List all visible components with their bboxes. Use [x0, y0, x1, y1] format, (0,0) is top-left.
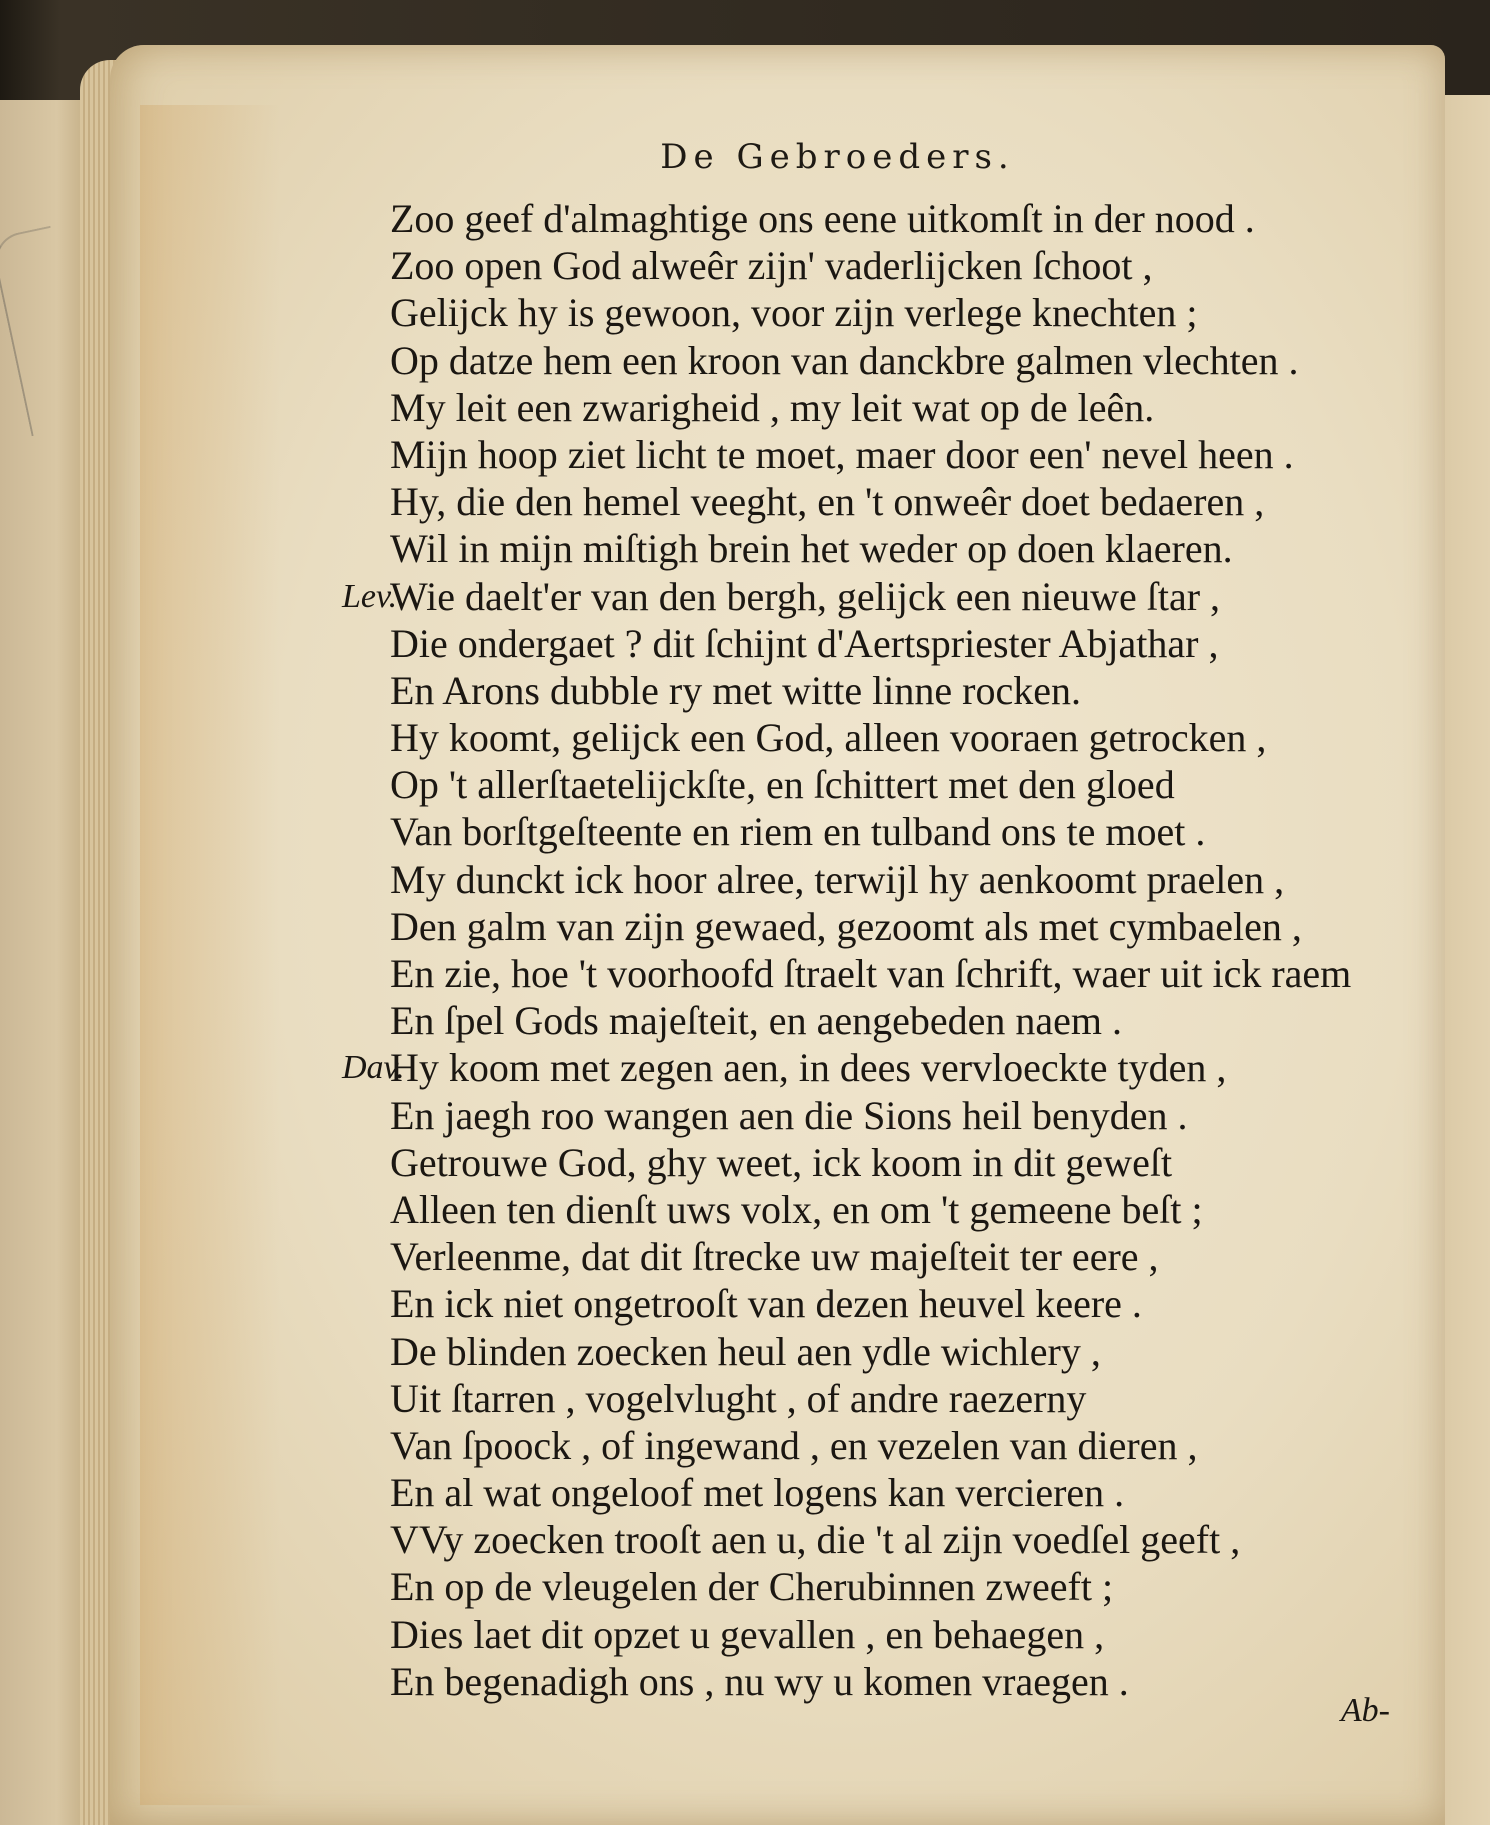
- verse-text: En Arons dubble ry met witte linne rocken.: [390, 667, 1081, 713]
- verse-line: [230, 1092, 1410, 1139]
- verse-text: Gelijck hy is gewoon, voor zijn verlege knechten ;: [390, 290, 1198, 336]
- verse-text: En zie, hoe 't voorhoofd ſtraelt van ſchrift, waer uit ick raem: [390, 951, 1352, 996]
- verse-line: [230, 289, 1410, 336]
- verse-line: [230, 337, 1410, 384]
- verse-text: De blinden zoecken heul aen ydle wichlery ,: [390, 1328, 1101, 1374]
- verse-text: Zoo geef d'almaghtige ons eene uitkomſt in der nood .: [390, 196, 1255, 241]
- verse-text: En ick niet ongetrooſt van dezen heuvel keere .: [390, 1281, 1142, 1327]
- verse-text: Van ſpoock , of ingewand , en vezelen van dieren ,: [390, 1422, 1198, 1468]
- verse-text: VVy zoecken trooſt aen u, die 't al zijn voedſel geeft ,: [390, 1517, 1241, 1563]
- verse-line: [230, 1658, 1410, 1705]
- verse-text: Den galm van zijn gewaed, gezoomt als met cymbaelen ,: [390, 903, 1302, 949]
- verse-line: [230, 384, 1410, 431]
- verse-text: Uit ſtarren , vogelvlught , of andre raezerny: [390, 1375, 1087, 1421]
- verse-line: [230, 1516, 1410, 1563]
- verse-text: En jaegh roo wangen aen die Sions heil benyden .: [390, 1092, 1188, 1138]
- verse-text: Op 't allerſtaetelijckſte, en ſchittert met den gloed: [390, 762, 1175, 808]
- book-page: [110, 45, 1445, 1825]
- verse-line: [230, 1233, 1410, 1280]
- verse-line: [230, 242, 1410, 289]
- verse-text: En op de vleugelen der Cherubinnen zweeft ;: [390, 1564, 1114, 1610]
- verse-line: [230, 431, 1410, 478]
- running-header: De Gebroeders.: [660, 137, 1015, 177]
- verse-text: Getrouwe God, ghy weet, ick koom in dit geweſt: [390, 1139, 1173, 1185]
- pencil-mark: [0, 226, 92, 436]
- verse-line: [230, 1422, 1410, 1469]
- verse-text: En ſpel Gods majeſteit, en aengebeden naem .: [390, 998, 1122, 1044]
- verse-line: [230, 1611, 1410, 1658]
- verse-line: [230, 1186, 1410, 1233]
- verse-line: [230, 1044, 1410, 1091]
- verse-text: Hy koomt, gelijck een God, alleen vooraen getrocken ,: [390, 715, 1267, 761]
- verse-line: [230, 950, 1410, 997]
- verse-text: My dunckt ick hoor alree, terwijl hy aenkoomt praelen ,: [390, 856, 1285, 902]
- verse-line: [230, 714, 1410, 761]
- verse-line: [230, 1469, 1410, 1516]
- verse-line: [230, 1328, 1410, 1375]
- verse-line: [230, 195, 1410, 242]
- verse-line: [230, 903, 1410, 950]
- verse-line: [230, 478, 1410, 525]
- verse-text: Hy koom met zegen aen, in dees vervloeckte tyden ,: [390, 1045, 1227, 1091]
- speaker-label: Lev.: [342, 577, 398, 615]
- verse-line: [230, 667, 1410, 714]
- verse-text: My leit een zwarigheid , my leit wat op de leên.: [390, 384, 1155, 430]
- verse-text: Op datze hem een kroon van danckbre galmen vlechten .: [390, 337, 1299, 383]
- speaker-label: Dav.: [342, 1049, 405, 1087]
- verse-text: Wie daelt'er van den bergh, gelijck een nieuwe ſtar ,: [390, 573, 1221, 619]
- verse-line: [230, 1563, 1410, 1610]
- verse-text: Van borſtgeſteente en riem en tulband ons te moet .: [390, 809, 1206, 855]
- verse-line: [230, 808, 1410, 855]
- verse-line: [230, 525, 1410, 572]
- verse-text: Verleenme, dat dit ſtrecke uw majeſteit ter eere ,: [390, 1234, 1159, 1280]
- verse-text: Dies laet dit opzet u gevallen , en behaegen ,: [390, 1611, 1105, 1657]
- verse-text: Zoo open God alweêr zijn' vaderlijcken ſchoot ,: [390, 243, 1153, 289]
- verse-text: En al wat ongeloof met logens kan vercieren .: [390, 1470, 1125, 1516]
- verse-text: Alleen ten dienſt uws volx, en om 't gemeene beſt ;: [390, 1186, 1203, 1232]
- verse-text: Hy, die den hemel veeght, en 't onweêr doet bedaeren ,: [390, 479, 1265, 525]
- verse-text: Die ondergaet ? dit ſchijnt d'Aertspriester Abjathar ,: [390, 620, 1219, 666]
- verse-text: Wil in mijn miſtigh brein het weder op doen klaeren.: [390, 526, 1233, 572]
- verse-line: [230, 1280, 1410, 1327]
- catchword: Ab-: [1340, 1692, 1390, 1729]
- verse-line: [230, 1139, 1410, 1186]
- verse-text: En begenadigh ons , nu wy u komen vraegen .: [390, 1658, 1129, 1704]
- verse-block: [230, 195, 1410, 1705]
- verse-line: [230, 761, 1410, 808]
- verse-line: [230, 856, 1410, 903]
- verse-line: [230, 620, 1410, 667]
- verse-line: [230, 1375, 1410, 1422]
- verse-line: [230, 573, 1410, 620]
- verse-line: [230, 997, 1410, 1044]
- verse-text: Mijn hoop ziet licht te moet, maer door een' nevel heen .: [390, 431, 1294, 477]
